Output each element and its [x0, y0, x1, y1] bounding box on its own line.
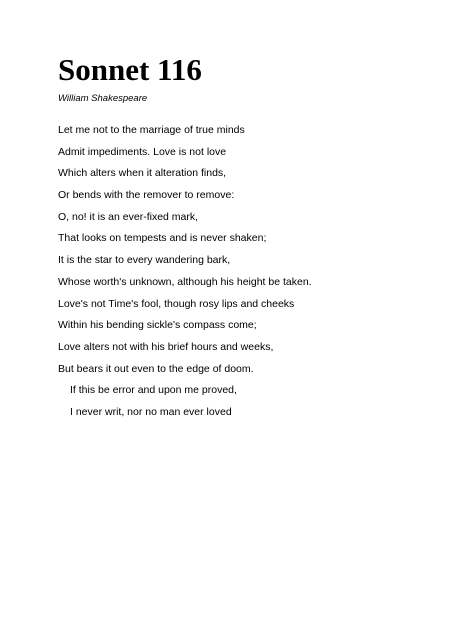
- poem-line: Let me not to the marriage of true minds: [58, 124, 245, 136]
- couplet-line: If this be error and upon me proved,: [70, 384, 237, 397]
- poem-line: O, no! it is an ever-fixed mark,: [58, 210, 199, 223]
- poem-line: Or bends with the remover to remove:: [58, 189, 235, 202]
- poem-line: But bears it out even to the edge of doom.: [58, 362, 254, 375]
- poem-line: Within his bending sickle's compass come;: [58, 319, 257, 332]
- poem-line: It is the star to every wandering bark,: [58, 254, 231, 267]
- poem-line: Whose worth's unknown, although his height be taken.: [58, 275, 312, 288]
- poem-line: Admit impediments. Love is not love: [58, 145, 227, 158]
- poem-line: That looks on tempests and is never shaken;: [58, 232, 267, 245]
- couplet-line: I never writ, nor no man ever loved: [70, 405, 232, 418]
- poem-line: Love's not Time's fool, though rosy lips and cheeks: [58, 297, 295, 310]
- poem-title: Sonnet 116: [58, 52, 202, 87]
- poem-author: William Shakespeare: [58, 93, 148, 104]
- poem-line: Which alters when it alteration finds,: [58, 167, 227, 180]
- poem-body: [58, 123, 312, 427]
- poem-line: Love alters not with his brief hours and weeks,: [58, 340, 274, 353]
